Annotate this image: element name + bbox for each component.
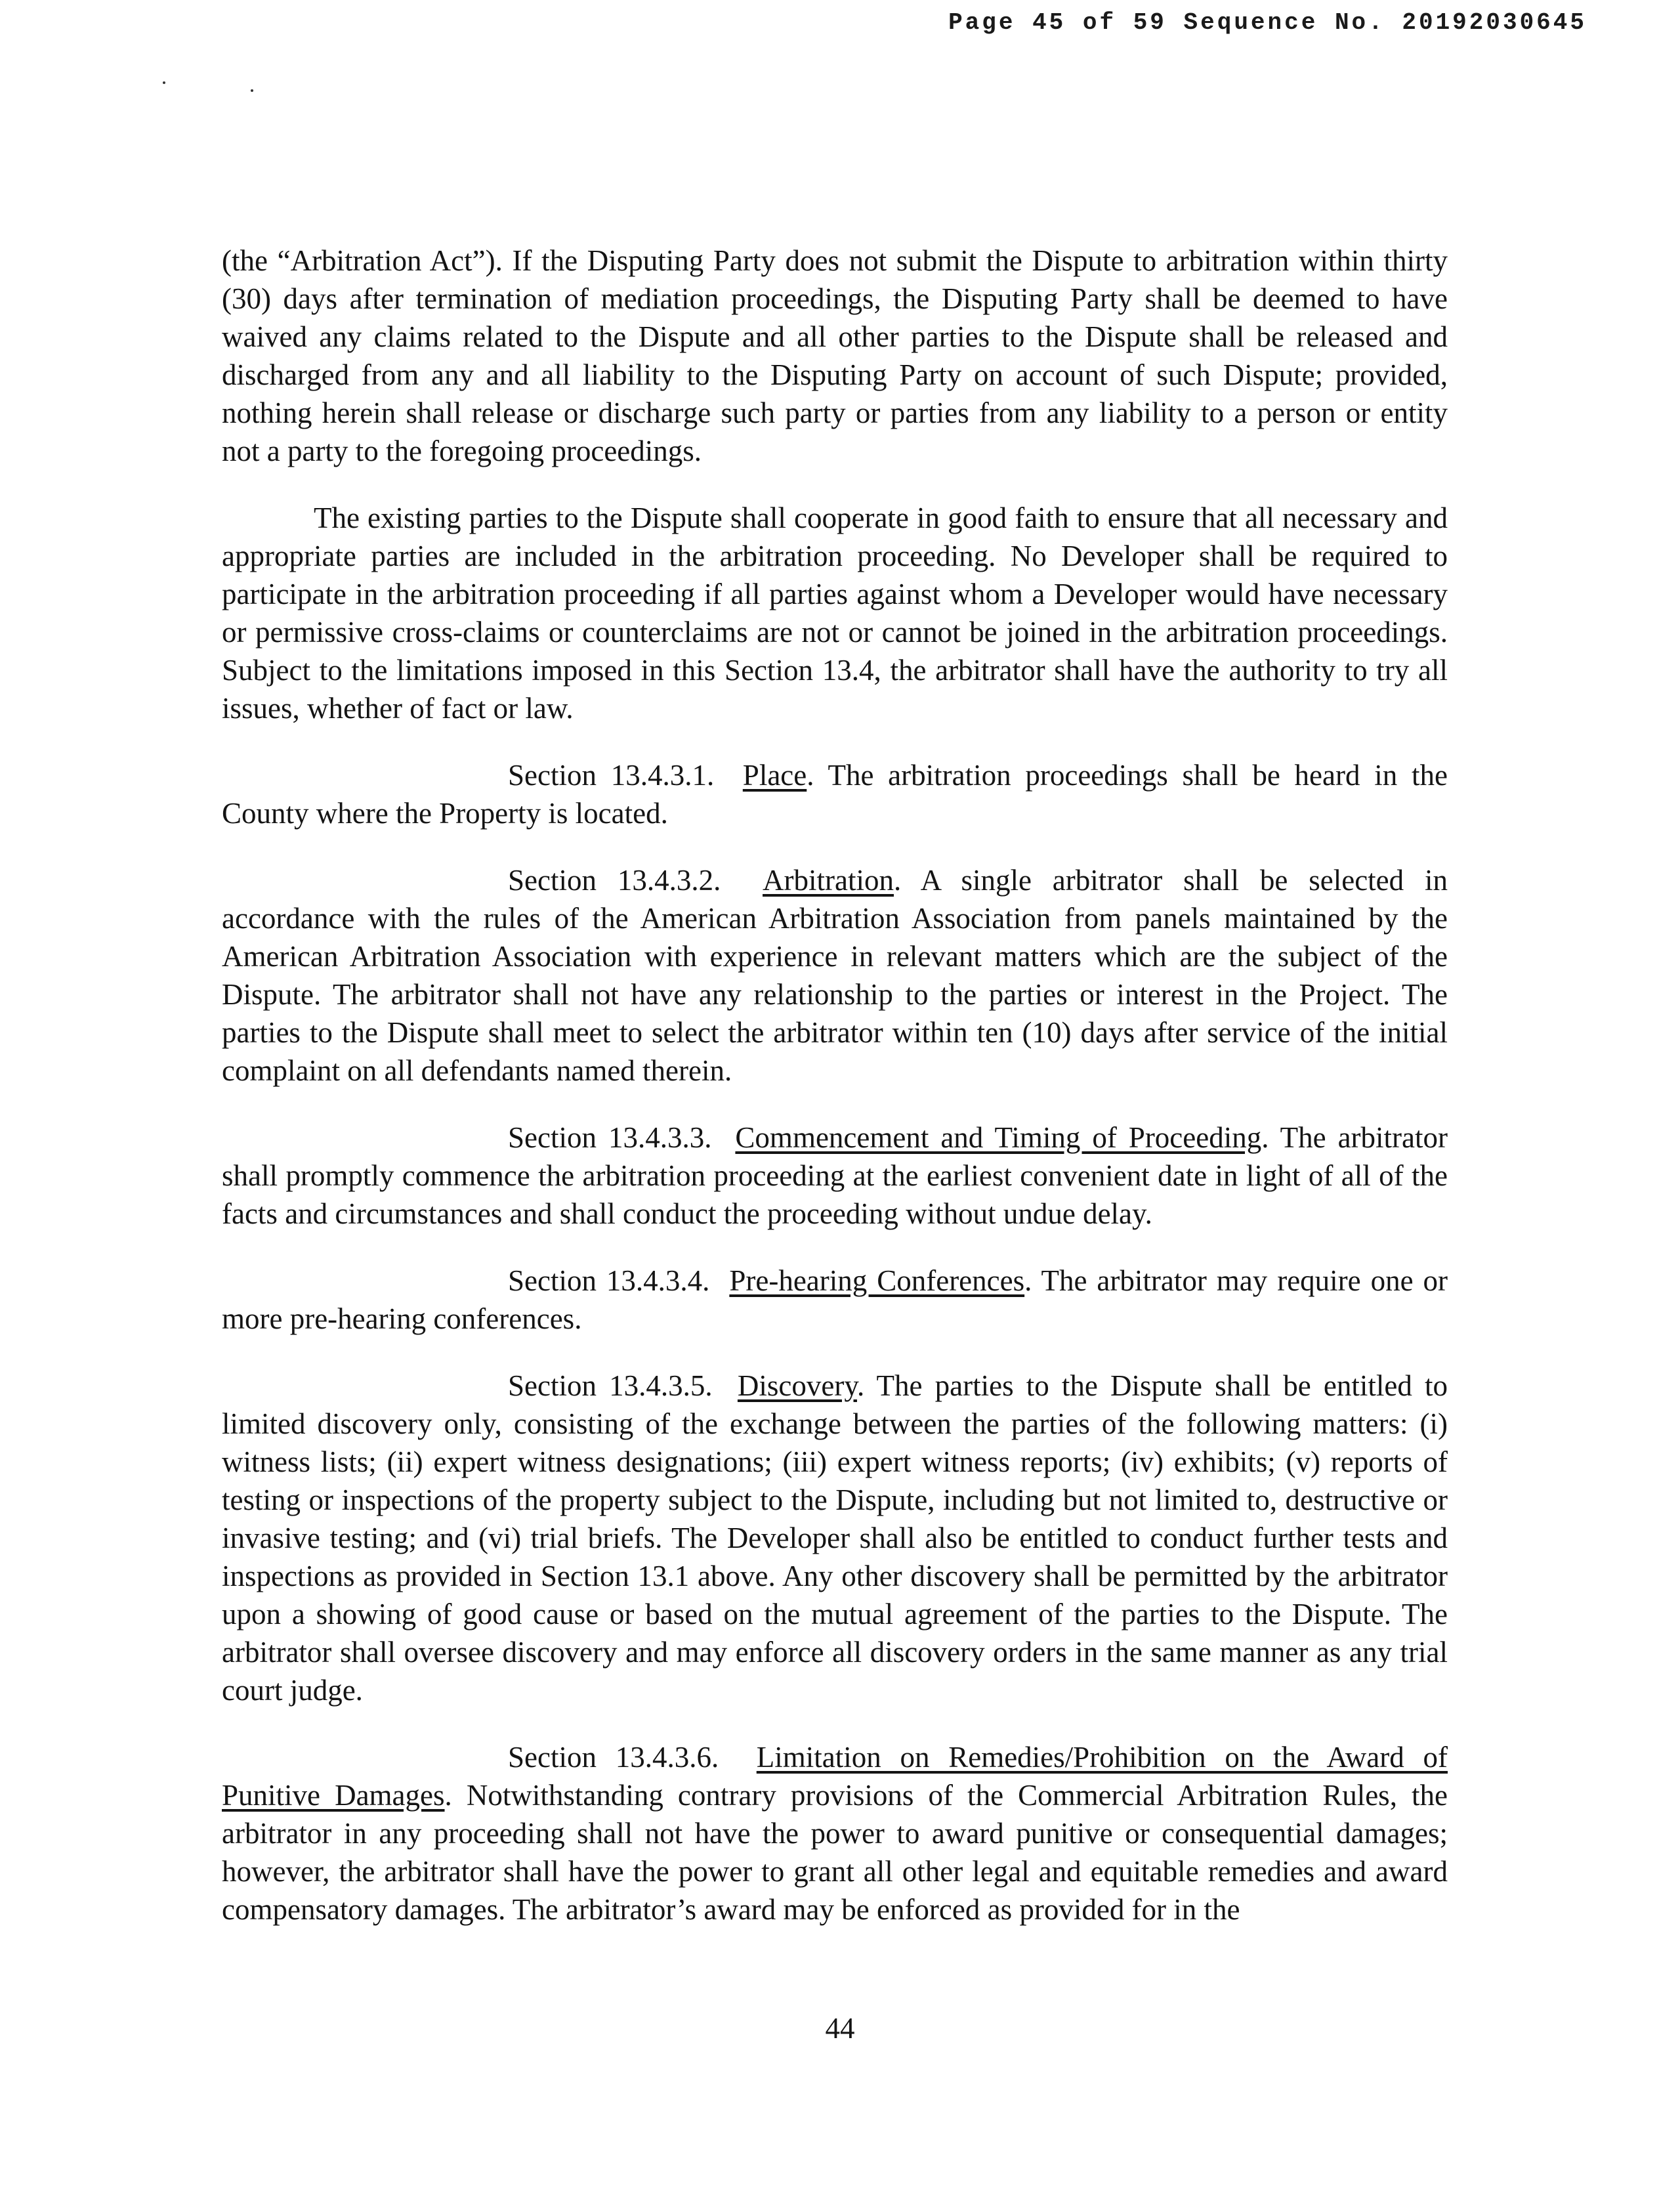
- paragraph-arbitration-act: (the “Arbitration Act”). If the Disputing Party does not submit the Dispute to arbitration within thirty (30) days after termination of mediation proceedings, the Disputing Party shall be deemed to have waived any claims related to the Dispute and all other parties to the Dispute shall be released and discharged from any and all liability to the Disputing Party on account of such Dispute; provided, nothing herein shall release or discharge such party or parties from any liability to a person or entity not a party to the foregoing proceedings.: [222, 244, 1448, 467]
- section-body: . The parties to the Dispute shall be entitled to limited discovery only, consisting of the exchange between the parties of the following matters: (i) witness lists; (ii) expert witness designations; (iii) expert witness reports; (iv) exhibits; (v) reports of testing or inspections of the property subject to the Dispute, including but not limited to, destructive or invasive testing; and (vi) trial briefs. The Developer shall also be entitled to conduct further tests and inspections as provided in Section 13.1 above. Any other discovery shall be permitted by the arbitrator upon a showing of good cause or based on the mutual agreement of the parties to the Dispute. The arbitrator shall oversee discovery and may enforce all discovery orders in the same manner as any trial court judge.: [222, 1369, 1448, 1707]
- section-body: . A single arbitrator shall be selected in accordance with the rules of the American Arbitration Association from panels maintained by the American Arbitration Association with experience in relevant matters which are the subject of the Dispute. The arbitrator shall not have any relationship to the parties or interest in the Project. The parties to the Dispute shall meet to select the arbitrator within ten (10) days after service of the initial complaint on all defendants named therein.: [222, 864, 1448, 1087]
- page-sequence-header: Page 45 of 59 Sequence No. 20192030645: [948, 9, 1587, 36]
- section-number: Section 13.4.3.4.: [508, 1264, 710, 1297]
- section-13-4-3-4: [222, 1262, 1448, 1338]
- document-body: [222, 242, 1448, 1957]
- page-number: 44: [825, 2012, 855, 2045]
- section-number: Section 13.4.3.3.: [508, 1121, 712, 1154]
- scan-speck: [251, 89, 253, 92]
- section-number: Section 13.4.3.1.: [508, 759, 715, 792]
- section-title: Pre-hearing Conferences: [729, 1264, 1025, 1297]
- section-body: . The arbitrator may require one or more pre-hearing conferences.: [222, 1264, 1448, 1335]
- paragraph-existing-parties: The existing parties to the Dispute shall cooperate in good faith to ensure that all necessary and appropriate parties are included in the arbitration proceeding. No Developer shall be required to participate in the arbitration proceeding if all parties against whom a Developer would have necessary or permissive cross-claims or counterclaims are not or cannot be joined in the arbitration proceedings. Subject to the limitations imposed in this Section 13.4, the arbitrator shall have the authority to try all issues, whether of fact or law.: [222, 501, 1448, 725]
- section-title: Place: [742, 759, 807, 792]
- section-13-4-3-5: [222, 1367, 1448, 1709]
- section-title: Limitation on Remedies/Prohibition on the Award of Punitive Damages: [222, 1741, 1448, 1812]
- section-13-4-3-3: [222, 1119, 1448, 1233]
- section-title: Discovery: [737, 1369, 857, 1402]
- section-title: Arbitration: [763, 864, 894, 897]
- section-body: . The arbitration proceedings shall be heard in the County where the Property is located.: [222, 759, 1448, 830]
- scan-speck: [163, 81, 165, 84]
- section-number: Section 13.4.3.2.: [508, 864, 721, 897]
- section-number: Section 13.4.3.5.: [508, 1369, 713, 1402]
- section-body: . The arbitrator shall promptly commence the arbitration proceeding at the earliest convenient date in light of all of the facts and circumstances and shall conduct the proceeding without undue delay.: [222, 1121, 1448, 1230]
- section-13-4-3-1: [222, 756, 1448, 832]
- section-number: Section 13.4.3.6.: [508, 1741, 719, 1774]
- section-13-4-3-6: [222, 1738, 1448, 1929]
- section-title: Commencement and Timing of Proceeding: [735, 1121, 1262, 1154]
- section-13-4-3-2: [222, 861, 1448, 1090]
- section-body: . Notwithstanding contrary provisions of the Commercial Arbitration Rules, the arbitrator in any proceeding shall not have the power to award punitive or consequential damages; however, the arbitrator shall have the power to grant all other legal and equitable remedies and award compensatory damages. The arbitrator’s award may be enforced as provided for in the: [222, 1779, 1448, 1926]
